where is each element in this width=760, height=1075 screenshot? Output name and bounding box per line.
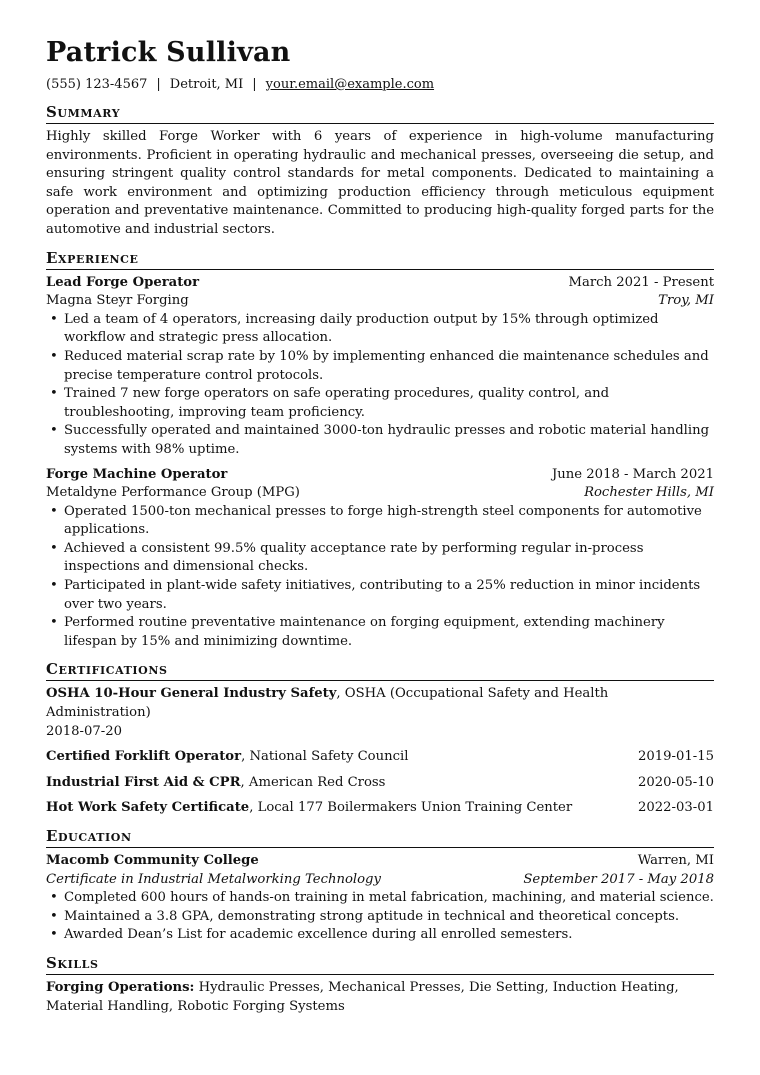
job-dates: March 2021 - Present bbox=[568, 274, 714, 290]
skills-list: Hydraulic Presses, Mechanical Presses, Die Setting, Induction Heating, Material Handling, Robotic Forging Systems bbox=[46, 979, 679, 1014]
summary-text: Highly skilled Forge Worker with 6 years of experience in high-volume manufacturing environments. Proficient in operating hydraulic and mechanical presses, overseeing die setup, and ensuring stringent quality control standards for metal components. Dedicated to maintaining a safe work environment and optimizing production efficiency through meticulous equipment operation and preventative maintenance. Committed to producing high-quality forged parts for the automotive and industrial sectors. bbox=[46, 129, 714, 237]
job-entry bbox=[46, 274, 714, 460]
section-title-skills: Skills bbox=[46, 953, 714, 975]
school-location: Warren, MI bbox=[637, 853, 714, 868]
bullet-item: • Performed routine preventative maintenance on forging equipment, extending machinery lifespan by 15% and minimizing downtime. bbox=[46, 614, 714, 651]
education-dates: September 2017 - May 2018 bbox=[523, 871, 714, 887]
certification-date: 2019-01-15 bbox=[637, 749, 714, 765]
bullet-item: • Participated in plant-wide safety initiatives, contributing to a 25% reduction in minor incidents over two years. bbox=[46, 577, 714, 614]
certification-date: 2020-05-10 bbox=[637, 774, 714, 790]
certification-issuer: , American Red Cross bbox=[240, 774, 386, 790]
job-bullets bbox=[46, 311, 714, 460]
job-company: Magna Steyr Forging bbox=[46, 293, 189, 309]
bullet-item: • Led a team of 4 operators, increasing daily production output by 15% through optimized workflow and strategic press allocation. bbox=[46, 311, 714, 348]
certification-issuer: , Local 177 Boilermakers Union Training Center bbox=[249, 800, 573, 816]
section-title-education: Education bbox=[46, 826, 714, 848]
certification-issuer: , OSHA (Occupational Safety and Health Administration) bbox=[46, 686, 609, 721]
contact-line bbox=[46, 76, 714, 94]
email-link[interactable]: your.email@example.com bbox=[265, 77, 435, 92]
job-company: Metaldyne Performance Group (MPG) bbox=[46, 485, 300, 501]
job-entry bbox=[46, 466, 714, 652]
skills-category: Forging Operations: bbox=[46, 979, 195, 995]
certification-name: Industrial First Aid & CPR bbox=[46, 774, 241, 790]
section-title-certifications: Certifications bbox=[46, 659, 714, 681]
contact-separator: | bbox=[252, 77, 257, 92]
job-role: Lead Forge Operator bbox=[46, 274, 200, 290]
contact-separator: | bbox=[156, 77, 161, 92]
certification-item bbox=[46, 799, 714, 818]
certification-date: 2018-07-20 bbox=[46, 723, 123, 739]
certification-item bbox=[46, 774, 714, 793]
job-bullets bbox=[46, 503, 714, 652]
bullet-item: • Maintained a 3.8 GPA, demonstrating strong aptitude in technical and theoretical concepts. bbox=[46, 908, 714, 927]
section-title-summary: Summary bbox=[46, 102, 714, 124]
bullet-item: • Awarded Dean’s List for academic excellence during all enrolled semesters. bbox=[46, 926, 714, 945]
certification-name: Certified Forklift Operator bbox=[46, 749, 242, 765]
bullet-item: • Operated 1500-ton mechanical presses to forge high-strength steel components for automotive applications. bbox=[46, 503, 714, 540]
certification-name: Hot Work Safety Certificate bbox=[46, 800, 250, 816]
certification-item bbox=[46, 748, 714, 767]
job-location: Rochester Hills, MI bbox=[584, 485, 714, 501]
job-location: Troy, MI bbox=[658, 293, 714, 309]
certification-name: OSHA 10-Hour General Industry Safety bbox=[46, 686, 337, 702]
phone-number: (555) 123-4567 bbox=[46, 77, 148, 92]
skills-line bbox=[46, 979, 714, 1016]
bullet-item: • Completed 600 hours of hands-on training in metal fabrication, machining, and material science. bbox=[46, 889, 714, 908]
location: Detroit, MI bbox=[169, 77, 244, 92]
candidate-name: Patrick Sullivan bbox=[46, 37, 291, 68]
bullet-item: • Trained 7 new forge operators on safe operating procedures, quality control, and troubleshooting, improving team proficiency. bbox=[46, 385, 714, 422]
job-dates: June 2018 - March 2021 bbox=[552, 466, 714, 482]
certification-item bbox=[46, 685, 714, 741]
certification-date: 2022-03-01 bbox=[637, 800, 714, 816]
job-role: Forge Machine Operator bbox=[46, 466, 228, 482]
bullet-item: • Reduced material scrap rate by 10% by implementing enhanced die maintenance schedules and precise temperature control protocols. bbox=[46, 348, 714, 385]
bullet-item: • Successfully operated and maintained 3000-ton hydraulic presses and robotic material handling systems with 98% uptime. bbox=[46, 422, 714, 459]
certification-issuer: , National Safety Council bbox=[241, 749, 409, 765]
school-name: Macomb Community College bbox=[46, 853, 259, 868]
program-name: Certificate in Industrial Metalworking Technology bbox=[46, 871, 381, 887]
bullet-item: • Achieved a consistent 99.5% quality acceptance rate by performing regular in-process inspections and dimensional checks. bbox=[46, 540, 714, 577]
section-title-experience: Experience bbox=[46, 248, 714, 270]
education-bullets bbox=[46, 889, 714, 945]
